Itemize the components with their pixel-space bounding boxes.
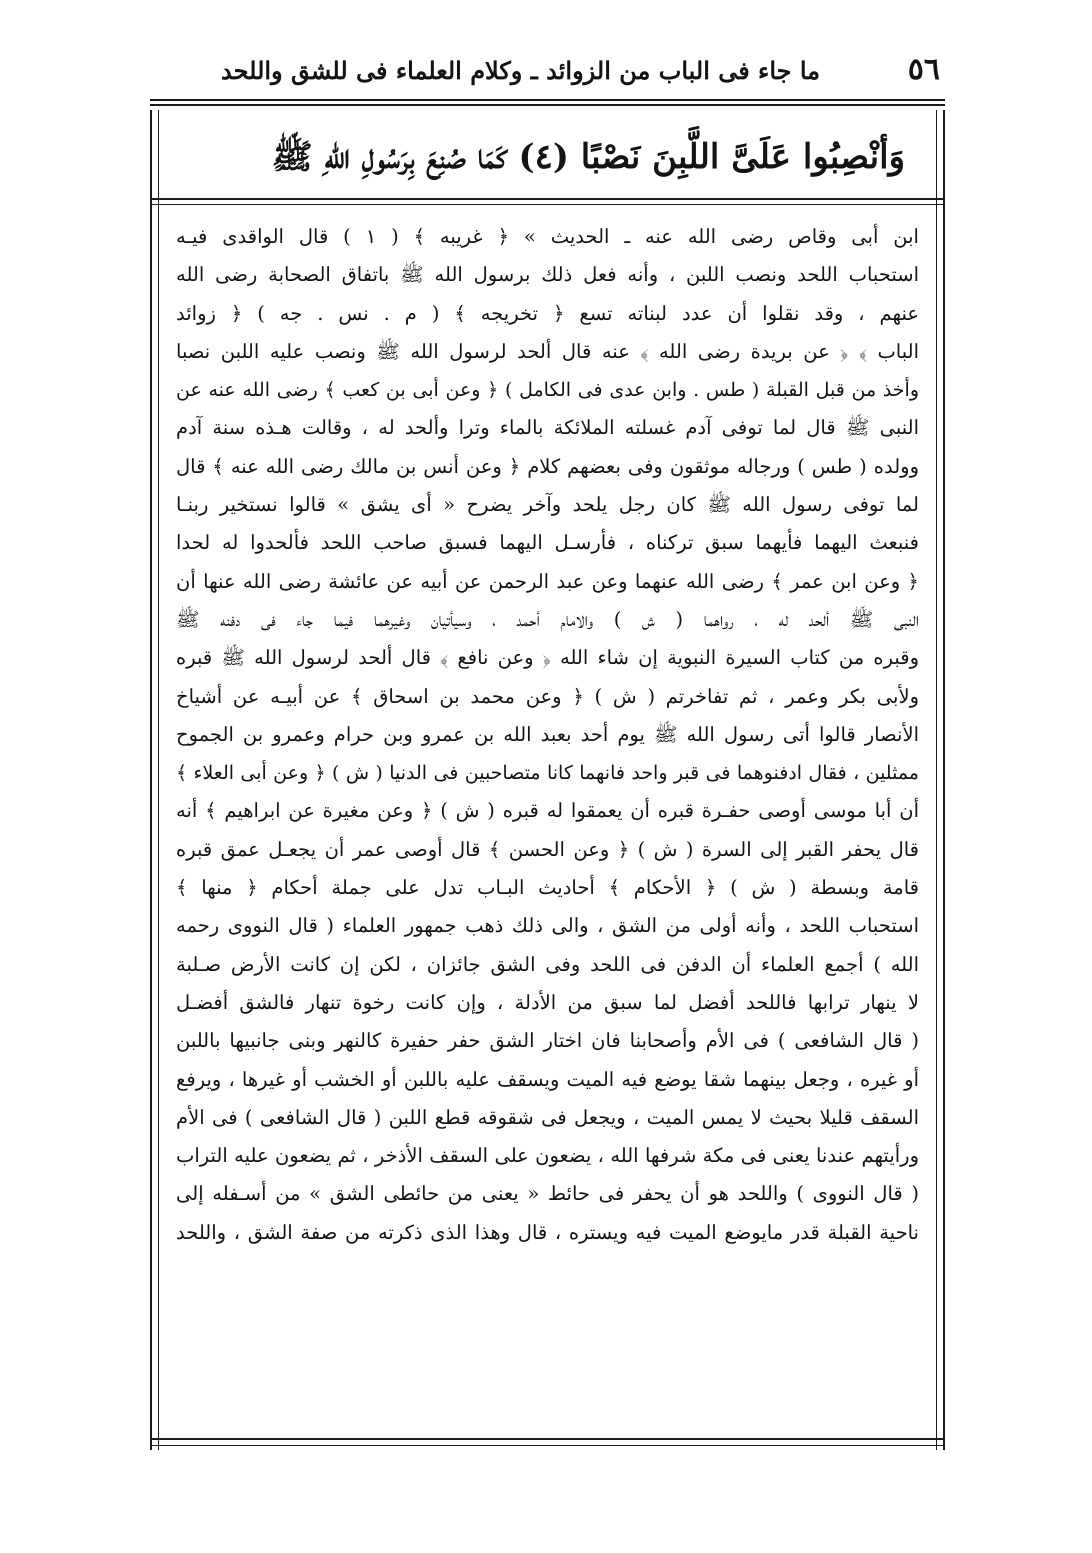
text-line: استحباب اللحد ونصب اللبن ، وأنه فعل ذلك برسول الله ﷺ باتفاق الصحابة رضى الله bbox=[176, 263, 919, 287]
text-line: فنبعث اليهما فأيهما سبق تركناه ، فأرسـل اليهما فسبق صاحب اللحد فألحدوا له لحدا bbox=[176, 531, 919, 555]
text-line: النبى ﷺ ألحد له ، رواهما ( ش ) والامام أحمد ، وسيأتيان وغيرهما فيما جاء فى دفنه ﷺ bbox=[176, 607, 919, 631]
text-line: السقف قليلا بحيث لا يمس الميت ، ويجعل فى شقوقه قطع اللبن ( قال الشافعى ) فى الأم bbox=[176, 1105, 919, 1129]
bottom-rule bbox=[150, 1445, 945, 1446]
text-line: وولده ( طس ) ورجاله موثقون وفى بعضهم كلام ﴿ وعن أنس بن مالك رضى الله عنه ﴾ قال bbox=[176, 454, 919, 478]
text-line: ولأبى بكر وعمر ، ثم تفاخرتم ( ش ) ﴿ وعن محمد بن اسحاق ﴾ عن أبيـه عن أشياخ bbox=[176, 684, 919, 708]
text-line: ممثلين ، فقال ادفنوهما فى قبر واحد فانهما كانا متصاحبين فى الدنيا ( ش ) ﴿ وعن أبى العلاء ﴾ bbox=[176, 762, 919, 785]
header-rule bbox=[150, 99, 945, 101]
heading-divider bbox=[150, 198, 945, 200]
text-line: وقبره من كتاب السيرة النبوية إن شاء الله ﴿ وعن نافع ﴾ قال ألحد لرسول الله ﷺ قبره bbox=[176, 646, 919, 670]
heading-divider bbox=[150, 204, 945, 205]
commentary-body bbox=[176, 218, 919, 1252]
text-line: الأنصار قالوا أتى رسول الله ﷺ يوم أحد بعبد الله بن عمرو وبن حرام وعمرو بن الجموح bbox=[176, 722, 919, 746]
text-line: لا ينهار ترابها فاللحد أفضل لما سبق من الأدلة ، وإن كانت رخوة تنهار فالشق أفضـل bbox=[176, 990, 919, 1014]
text-line: استحباب اللحد ، وأنه أولى من الشق ، والى ذلك ذهب جمهور العلماء ( قال النووى رحمه bbox=[176, 914, 919, 938]
text-line: قال يحفر القبر إلى السرة ( ش ) ﴿ وعن الحسن ﴾ قال أوصى عمر أن يجعـل عمق قبره bbox=[176, 837, 919, 861]
text-frame bbox=[150, 110, 945, 1450]
frame-border-left bbox=[150, 110, 152, 1450]
text-line: ﴿ وعن ابن عمر ﴾ رضى الله عنهما وعن عبد الرحمن عن أبيه عن عائشة رضى الله عنها أن bbox=[176, 569, 919, 593]
text-line: النبى ﷺ قال لما توفى آدم غسلته الملائكة بالماء وترا وألحد له ، وقالت هـذه سنة آدم bbox=[176, 416, 919, 440]
page-number: ٥٦ bbox=[907, 52, 940, 87]
text-line: ورأيتهم عندنا يعنى فى مكة شرفها الله ، يضعون على السقف الأذخر ، ثم يضعون عليه التراب bbox=[176, 1144, 919, 1168]
running-header bbox=[150, 48, 940, 94]
text-line: قامة وبسطة ( ش ) ﴿ الأحكام ﴾ أحاديث البـاب تدل على جملة أحكام ﴿ منها ﴾ bbox=[176, 876, 919, 900]
text-line: لما توفى رسول الله ﷺ كان رجل يلحد وآخر يضرح « أى يشق » قالوا نستخير ربنـا bbox=[176, 493, 919, 517]
text-line: ناحية القبلة قدر مايوضع الميت فيه ويستره ، قال وهذا الذى ذكرته من صفة الشق ، واللحد bbox=[176, 1220, 919, 1244]
text-line: عنهم ، وقد نقلوا أن عدد لبناته تسع ﴿ تخريجه ﴾ ( م . نس . جه ) ﴿ زوائد bbox=[176, 301, 919, 325]
text-line: الله ) أجمع العلماء أن الدفن فى اللحد وفى الشق جائزان ، لكن إن كانت الأرض صـلبة bbox=[176, 952, 919, 976]
text-line: ( قال الشافعى ) فى الأم وأصحابنا فان اختار الشق حفر حفيرة كالنهر وبنى جانبيها باللبن bbox=[176, 1029, 919, 1053]
header-rule bbox=[150, 104, 945, 106]
text-line: أو غيره ، وجعل بينهما شقا يوضع فيه الميت ويسقف عليه باللبن أو الخشب أو غيرها ، ويرفع bbox=[176, 1067, 919, 1091]
frame-border-right bbox=[943, 110, 945, 1450]
frame-border-right-inner bbox=[936, 110, 937, 1450]
text-line: الباب ﴾ ﴿ عن بريدة رضى الله ﴾ عنه قال ألحد لرسول الله ﷺ ونصب عليه اللبن نصبا bbox=[176, 339, 919, 363]
text-line: أن أبا موسى أوصى حفـرة قبره أن يعمقوا له قبره ( ش ) ﴿ وعن مغيرة عن ابراهيم ﴾ أنه bbox=[176, 799, 919, 823]
text-line: ابن أبى وقاص رضى الله عنه ـ الحديث » ﴿ غريبه ﴾ ( ١ ) قال الواقدى فيـه bbox=[176, 225, 919, 248]
header-title: ما جاء فى الباب من الزوائد ـ وكلام العلماء فى للشق واللحد bbox=[221, 56, 820, 85]
text-line: ( قال النووى ) واللحد هو أن يحفر فى حائط « يعنى من حائطى الشق » من أسـفله إلى bbox=[176, 1182, 919, 1206]
frame-border-left-inner bbox=[158, 110, 159, 1450]
text-line: وأخذ من قبل القبلة ( طس . وابن عدى فى الكامل ) ﴿ وعن أبى بن كعب ﴾ رضى الله عنه عن bbox=[176, 379, 919, 402]
bottom-rule bbox=[150, 1438, 945, 1440]
hadith-heading: وَأنْصِبُوا عَلَىَّ اللَّبِنَ نَصْبًا (٤) كَمَا صُنِعَ بِرَسُولِ اللهِ ﷺ bbox=[271, 137, 905, 177]
